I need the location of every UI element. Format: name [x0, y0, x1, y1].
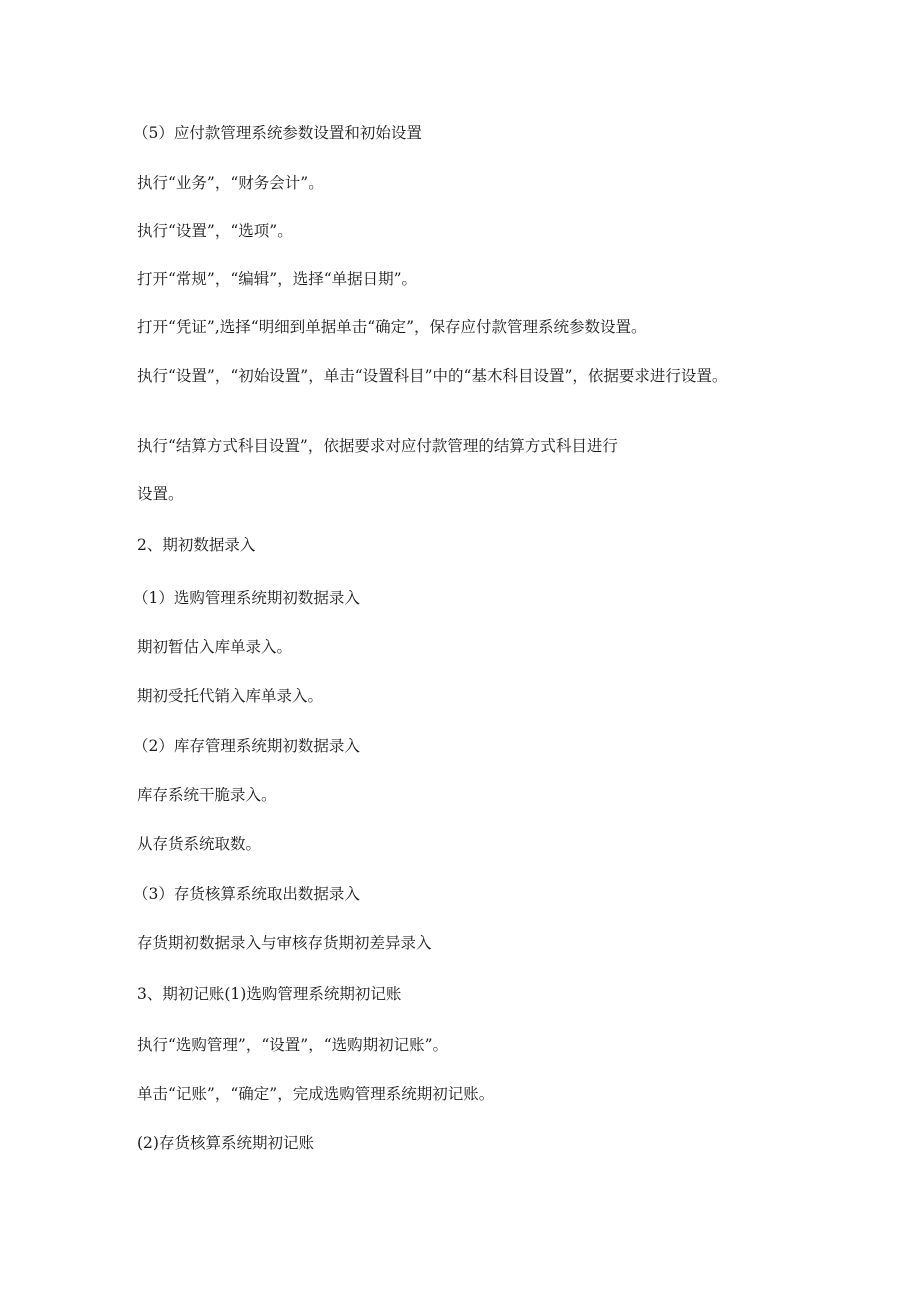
paragraph-step: 执行“选购管理”，“设置”，“选购期初记账”。	[137, 1036, 449, 1054]
paragraph-step: 库存系统干脆录入。	[137, 786, 277, 804]
paragraph-step: 期初暂估入库单录入。	[137, 638, 293, 656]
paragraph-step: 执行“业务”，“财务会计”。	[137, 174, 324, 192]
section-heading-3: 3、期初记账(1)选购管理系统期初记账	[137, 985, 402, 1003]
section-heading-2: 2、期初数据录入	[137, 536, 256, 554]
paragraph-continuation: 设置。	[137, 485, 184, 503]
paragraph-step-wrapped: 执行“设置”，“初始设置”，单击“设置科目”中的“基木科目设置”，依据要求进行设置。	[137, 367, 728, 385]
paragraph-step: 从存货系统取数。	[137, 835, 262, 853]
paragraph-step: 存货期初数据录入与审核存货期初差异录入	[137, 934, 432, 952]
paragraph-step: 执行“设置”，“选项”。	[137, 222, 293, 240]
subsection-heading-2: （2）库存管理系统期初数据录入	[133, 737, 360, 755]
subsection-heading-5: （5）应付款管理系统参数设置和初始设置	[133, 124, 422, 142]
subsection-heading-3: （3）存货核算系统取出数据录入	[133, 885, 360, 903]
paragraph-step: 单击“记账”，“确定”，完成选购管理系统期初记账。	[137, 1085, 495, 1103]
paragraph-step: 期初受托代销入库单录入。	[137, 687, 324, 705]
subsection-heading-1: （1）选购管理系统期初数据录入	[133, 589, 360, 607]
paragraph-step: 执行“结算方式科目设置”，依据要求对应付款管理的结算方式科目进行	[137, 437, 618, 455]
subsection-heading-2b: (2)存货核算系统期初记账	[137, 1134, 314, 1152]
paragraph-step: 打开“常规”，“编辑”，选择“单据日期”。	[137, 270, 418, 288]
paragraph-step: 打开“凭证”,选择“明细到单据单击“确定”，保存应付款管理系统参数设置。	[137, 318, 647, 336]
